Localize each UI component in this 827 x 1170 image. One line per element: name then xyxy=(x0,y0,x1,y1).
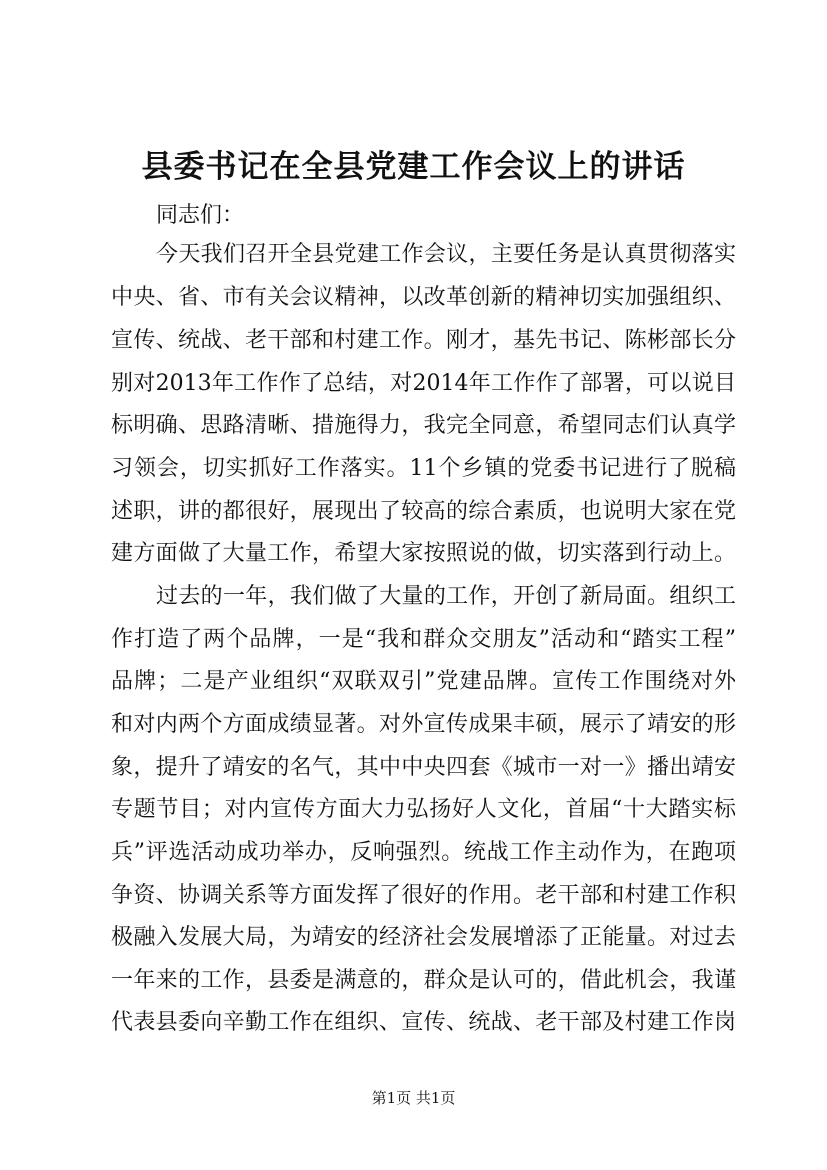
body-line: 争资、协调关系等方面发挥了很好的作用。老干部和村建工作积 xyxy=(111,883,736,908)
body-line: 专题节目；对内宣传方面大力弘扬好人文化，首届“十大踏实标 xyxy=(111,797,736,822)
body-line: 中央、省、市有关会议精神，以改革创新的精神切实加强组织、 xyxy=(111,285,736,310)
body-line: 极融入发展大局，为靖安的经济社会发展增添了正能量。对过去 xyxy=(111,925,736,950)
body-line: 象，提升了靖安的名气，其中中央四套《城市一对一》播出靖安 xyxy=(111,755,736,780)
body-line: 别对2013年工作作了总结，对2014年工作作了部署，可以说目 xyxy=(111,371,736,396)
document-title: 县委书记在全县党建工作会议上的讲话 xyxy=(141,149,686,185)
body-line: 代表县委向辛勤工作在组织、宣传、统战、老干部及村建工作岗 xyxy=(111,1010,736,1035)
body-line: 品牌；二是产业组织“双联双引”党建品牌。宣传工作围绕对外 xyxy=(111,669,736,694)
body-line: 今天我们召开全县党建工作会议，主要任务是认真贯彻落实 xyxy=(156,242,736,267)
body-line: 作打造了两个品牌，一是“我和群众交朋友”活动和“踏实工程” xyxy=(111,627,736,652)
body-line: 一年来的工作，县委是满意的，群众是认可的，借此机会，我谨 xyxy=(111,968,736,993)
page-footer: 第1页 共1页 xyxy=(371,1089,456,1107)
body-line: 习领会，切实抓好工作落实。11个乡镇的党委书记进行了脱稿 xyxy=(111,456,736,481)
body-line: 过去的一年，我们做了大量的工作，开创了新局面。组织工 xyxy=(156,584,736,609)
greeting: 同志们： xyxy=(156,203,245,228)
body-line: 和对内两个方面成绩显著。对外宣传成果丰硕，展示了靖安的形 xyxy=(111,712,736,737)
body-line: 标明确、思路清晰、措施得力，我完全同意，希望同志们认真学 xyxy=(111,413,736,438)
body-line: 兵”评选活动成功举办，反响强烈。统战工作主动作为，在跑项 xyxy=(111,840,736,865)
body-line: 述职，讲的都很好，展现出了较高的综合素质，也说明大家在党 xyxy=(111,499,736,524)
body-line: 宣传、统战、老干部和村建工作。刚才，基先书记、陈彬部长分 xyxy=(111,328,736,353)
body-line: 建方面做了大量工作，希望大家按照说的做，切实落到行动上。 xyxy=(111,541,736,566)
